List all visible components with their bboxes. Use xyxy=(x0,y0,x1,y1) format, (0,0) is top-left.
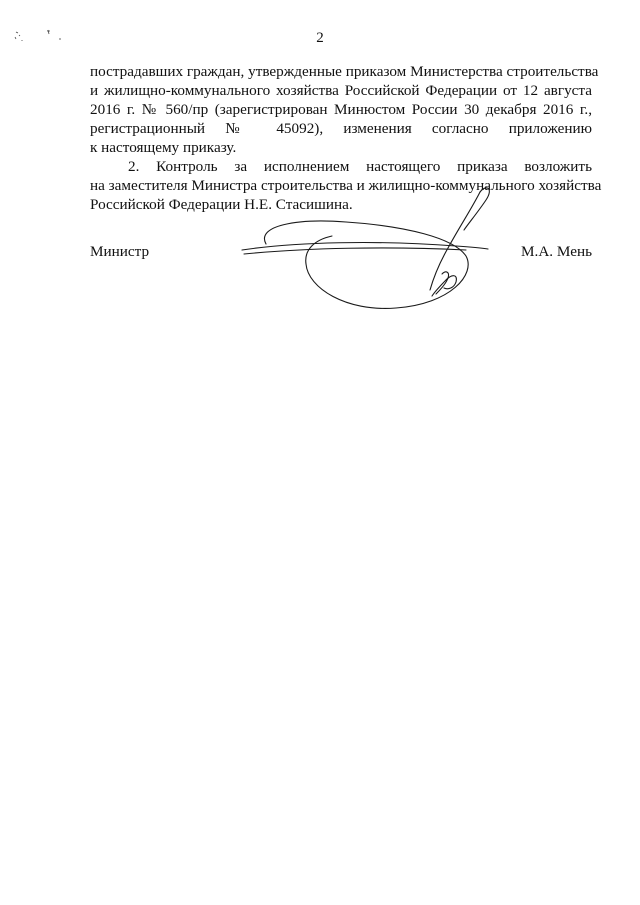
text-line: к настоящему приказу. xyxy=(90,139,237,156)
text-line: и жилищно-коммунального хозяйства Российской Федерации от 12 августа xyxy=(90,82,592,99)
text-line: пострадавших граждан, утвержденные приказом Министерства строительства xyxy=(90,63,599,80)
text-line: Российской Федерации Н.Е. Стасишина. xyxy=(90,196,353,213)
paragraph-1 xyxy=(90,62,599,157)
text-line: регистрационный № 45092), изменения согласно приложению xyxy=(90,120,592,137)
signatory-name: М.А. Мень xyxy=(521,243,592,260)
text-line: 2. Контроль за исполнением настоящего приказа возложить xyxy=(128,158,592,175)
handwritten-signature xyxy=(236,178,500,314)
text-line: на заместителя Министра строительства и жилищно-коммунального хозяйства xyxy=(90,177,602,194)
text-line: 2016 г. № 560/пр (зарегистрирован Минюстом России 30 декабря 2016 г., xyxy=(90,101,592,118)
signatory-title: Министр xyxy=(90,243,150,260)
page-number: 2 xyxy=(316,30,324,46)
